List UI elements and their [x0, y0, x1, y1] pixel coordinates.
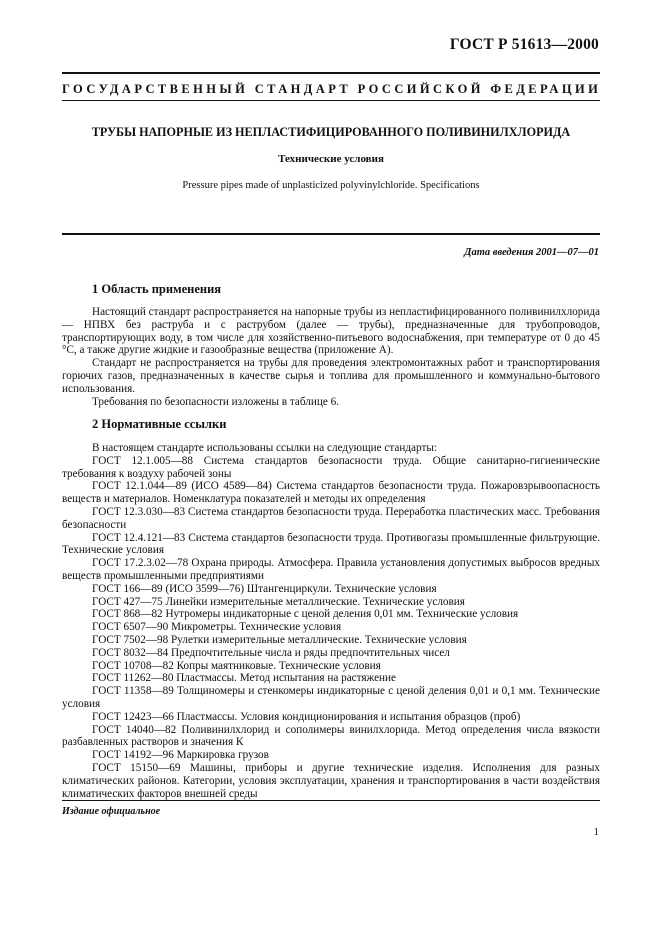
title-rule — [62, 233, 600, 235]
reference-item: ГОСТ 12.1.005—88 Система стандартов безопасности труда. Общие санитарно-гигиенические требования к воздуху рабочей зоны — [62, 454, 600, 480]
page-number: 1 — [593, 826, 599, 838]
reference-item: ГОСТ 868—82 Нутромеры индикаторные с ценой деления 0,01 мм. Технические условия — [92, 608, 519, 621]
reference-item: ГОСТ 11262—80 Пластмассы. Метод испытания на растяжение — [92, 672, 396, 685]
top-rule-thick — [62, 72, 600, 74]
reference-item: ГОСТ 12423—66 Пластмассы. Условия кондиционирования и испытания образцов (проб) — [92, 710, 521, 723]
section-1-body — [62, 306, 600, 408]
section-1-heading: 1 Область применения — [92, 282, 222, 296]
reference-item: ГОСТ 12.4.121—83 Система стандартов безопасности труда. Противогазы промышленные фильтрующие. Технические условия — [62, 531, 600, 557]
paragraph: Требования по безопасности изложены в таблице 6. — [92, 395, 340, 408]
paragraph: Настоящий стандарт распространяется на напорные трубы из непластифицированного поливинилхлорида — НПВХ без раструба и с раструбом (далее — трубы), предназначенные для трубопроводов, транспортирующих воду, в том числе для хозяйственно-питьевого водоснабжения, при температуре от 0 до 45 °С, а также другие жидкие и газообразные вещества (приложение А). — [62, 306, 601, 357]
reference-item: ГОСТ 15150—69 Машины, приборы и другие технические изделия. Исполнения для разных климатических районов. Категории, условия эксплуатации, хранения и транспортирования в части воздействия климатических факторов внешней среды — [62, 761, 600, 800]
paragraph: Стандарт не распространяется на трубы для проведения электромонтажных работ и транспортирования горючих газов, предназначенных в качестве сырья и топлива для промышленного и коммунально-бытового использования. — [62, 357, 600, 395]
edition-label: Издание официальное — [62, 806, 161, 817]
reference-item: ГОСТ 427—75 Линейки измерительные металлические. Технические условия — [92, 595, 465, 608]
reference-item: ГОСТ 12.1.044—89 (ИСО 4589—84) Система стандартов безопасности труда. Пожаровзрывоопасность веществ и материалов. Номенклатура показателей и методы их определения — [62, 480, 600, 506]
section-2-heading: 2 Нормативные ссылки — [92, 417, 227, 431]
standard-type-title: ГОСУДАРСТВЕННЫЙ СТАНДАРТ РОССИЙСКОЙ ФЕДЕРАЦИИ — [62, 82, 602, 96]
document-title: ТРУБЫ НАПОРНЫЕ ИЗ НЕПЛАСТИФИЦИРОВАННОГО ПОЛИВИНИЛХЛОРИДА — [91, 125, 571, 139]
english-title: Pressure pipes made of unplasticized polyvinylchloride. Specifications — [182, 180, 480, 191]
document-subtitle: Технические условия — [278, 153, 384, 165]
reference-item: ГОСТ 14192—96 Маркировка грузов — [92, 749, 269, 762]
reference-item: ГОСТ 10708—82 Копры маятниковые. Технические условия — [92, 659, 381, 672]
reference-item: ГОСТ 7502—98 Рулетки измерительные металлические. Технические условия — [92, 633, 467, 646]
reference-item: ГОСТ 8032—84 Предпочтительные числа и ряды предпочтительных чисел — [92, 646, 450, 659]
reference-item: ГОСТ 17.2.3.02—78 Охрана природы. Атмосфера. Правила установления допустимых выбросов вредных веществ промышленными предприятиями — [62, 557, 600, 582]
reference-item: ГОСТ 11358—89 Толщиномеры и стенкомеры индикаторные с ценой деления 0,01 и 0,1 мм. Технические условия — [62, 685, 600, 710]
paragraph: В настоящем стандарте использованы ссылки на следующие стандарты: — [92, 442, 437, 454]
footer-rule — [62, 800, 600, 801]
top-rule-thin — [62, 100, 600, 101]
introduction-date: Дата введения 2001—07—01 — [464, 247, 599, 258]
reference-item: ГОСТ 6507—90 Микрометры. Технические условия — [92, 621, 342, 634]
reference-item: ГОСТ 12.3.030—83 Система стандартов безопасности труда. Переработка пластических масс. Требования безопасности — [62, 505, 600, 531]
reference-item: ГОСТ 166—89 (ИСО 3599—76) Штангенциркули. Технические условия — [92, 582, 437, 595]
reference-item: ГОСТ 14040—82 Поливинилхлорид и сополимеры винилхлорида. Метод определения числа вязкости разбавленных растворов и значения К — [62, 723, 600, 749]
section-2-body — [62, 442, 600, 800]
document-code: ГОСТ Р 51613—2000 — [449, 36, 599, 53]
